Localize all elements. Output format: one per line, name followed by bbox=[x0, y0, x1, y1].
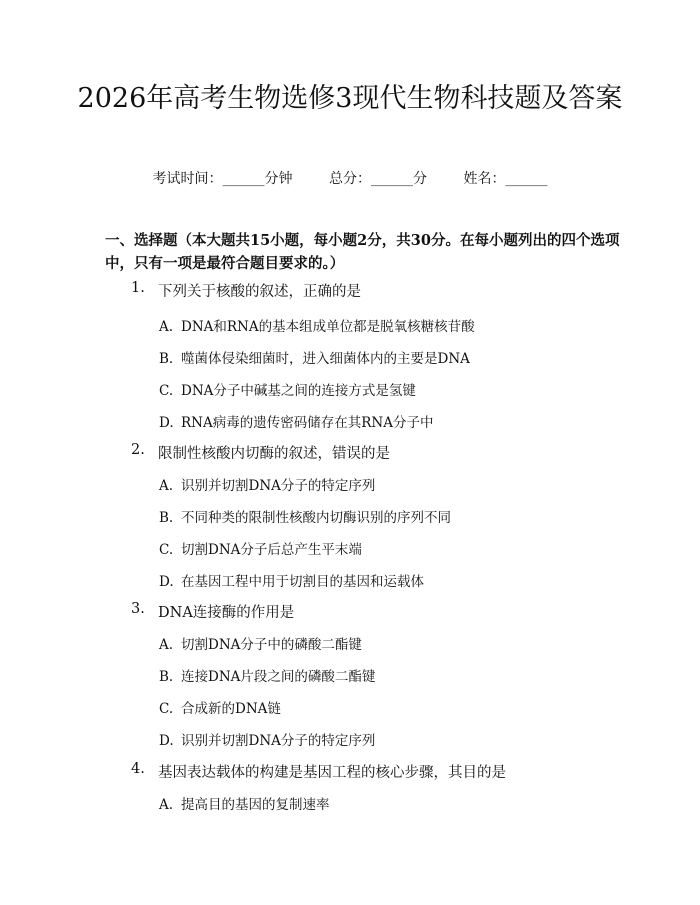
option-label: D. bbox=[159, 574, 174, 590]
question-4-option-a bbox=[159, 793, 330, 813]
option-label: B. bbox=[159, 351, 174, 367]
question-2-option-b bbox=[159, 506, 451, 526]
question-1-option-b bbox=[159, 347, 470, 367]
question-1-option-d bbox=[159, 411, 433, 431]
total-score-field: 总分：______分 bbox=[329, 171, 427, 187]
option-text: 识别并切割DNA分子的特定序列 bbox=[181, 478, 376, 494]
option-text: DNA和RNA的基本组成单位都是脱氧核糖核苷酸 bbox=[181, 319, 475, 335]
option-label: C. bbox=[159, 542, 174, 558]
exam-meta bbox=[0, 168, 700, 188]
option-text: 在基因工程中用于切割目的基因和运载体 bbox=[181, 574, 424, 590]
question-2-option-d bbox=[159, 570, 424, 590]
question-3-option-a bbox=[159, 633, 362, 653]
option-text: 噬菌体侵染细菌时，进入细菌体内的主要是DNA bbox=[181, 351, 470, 367]
section-header: 一、选择题（本大题共15小题，每小题2分，共30分。在每小题列出的四个选项中，只有一项是最符合题目要求的。） bbox=[105, 232, 620, 272]
option-text: 识别并切割DNA分子的特定序列 bbox=[181, 733, 376, 749]
option-label: C. bbox=[159, 701, 174, 717]
question-3-option-b bbox=[159, 665, 375, 685]
question-2-option-c bbox=[159, 538, 362, 558]
question-text: 限制性核酸内切酶的叙述，错误的是 bbox=[158, 446, 390, 462]
option-label: B. bbox=[159, 510, 174, 526]
option-text: 不同种类的限制性核酸内切酶识别的序列不同 bbox=[181, 510, 451, 526]
option-label: A. bbox=[159, 319, 174, 335]
question-3-option-d bbox=[159, 729, 375, 749]
question-number: 2. bbox=[131, 442, 145, 458]
option-label: A. bbox=[159, 797, 174, 813]
question-number: 4. bbox=[131, 761, 145, 777]
student-name-field: 姓名：______ bbox=[463, 171, 548, 187]
question-2-option-a bbox=[159, 474, 375, 494]
question-text: 下列关于核酸的叙述，正确的是 bbox=[158, 284, 361, 300]
exam-title: 2026年高考生物选修3现代生物科技题及答案 bbox=[77, 83, 623, 114]
option-text: RNA病毒的遗传密码储存在其RNA分子中 bbox=[181, 415, 434, 431]
question-text: 基因表达载体的构建是基因工程的核心步骤，其目的是 bbox=[158, 765, 506, 781]
option-label: A. bbox=[159, 478, 174, 494]
option-text: 连接DNA片段之间的磷酸二酯键 bbox=[181, 669, 376, 685]
option-label: D. bbox=[159, 733, 174, 749]
option-label: A. bbox=[159, 637, 174, 653]
exam-time-field: 考试时间：______分钟 bbox=[152, 171, 293, 187]
option-text: DNA分子中碱基之间的连接方式是氢键 bbox=[181, 383, 416, 399]
option-text: 切割DNA分子后总产生平末端 bbox=[181, 542, 362, 558]
question-1-option-a bbox=[159, 315, 475, 335]
question-number: 1. bbox=[131, 280, 145, 296]
option-text: 提高目的基因的复制速率 bbox=[181, 797, 330, 813]
question-3-option-c bbox=[159, 697, 281, 717]
option-text: 切割DNA分子中的磷酸二酯键 bbox=[181, 637, 362, 653]
question-text: DNA连接酶的作用是 bbox=[158, 605, 295, 621]
option-label: B. bbox=[159, 669, 174, 685]
option-text: 合成新的DNA链 bbox=[181, 701, 281, 717]
question-1-option-c bbox=[159, 379, 416, 399]
option-label: D. bbox=[159, 415, 174, 431]
option-label: C. bbox=[159, 383, 174, 399]
question-number: 3. bbox=[131, 601, 145, 617]
